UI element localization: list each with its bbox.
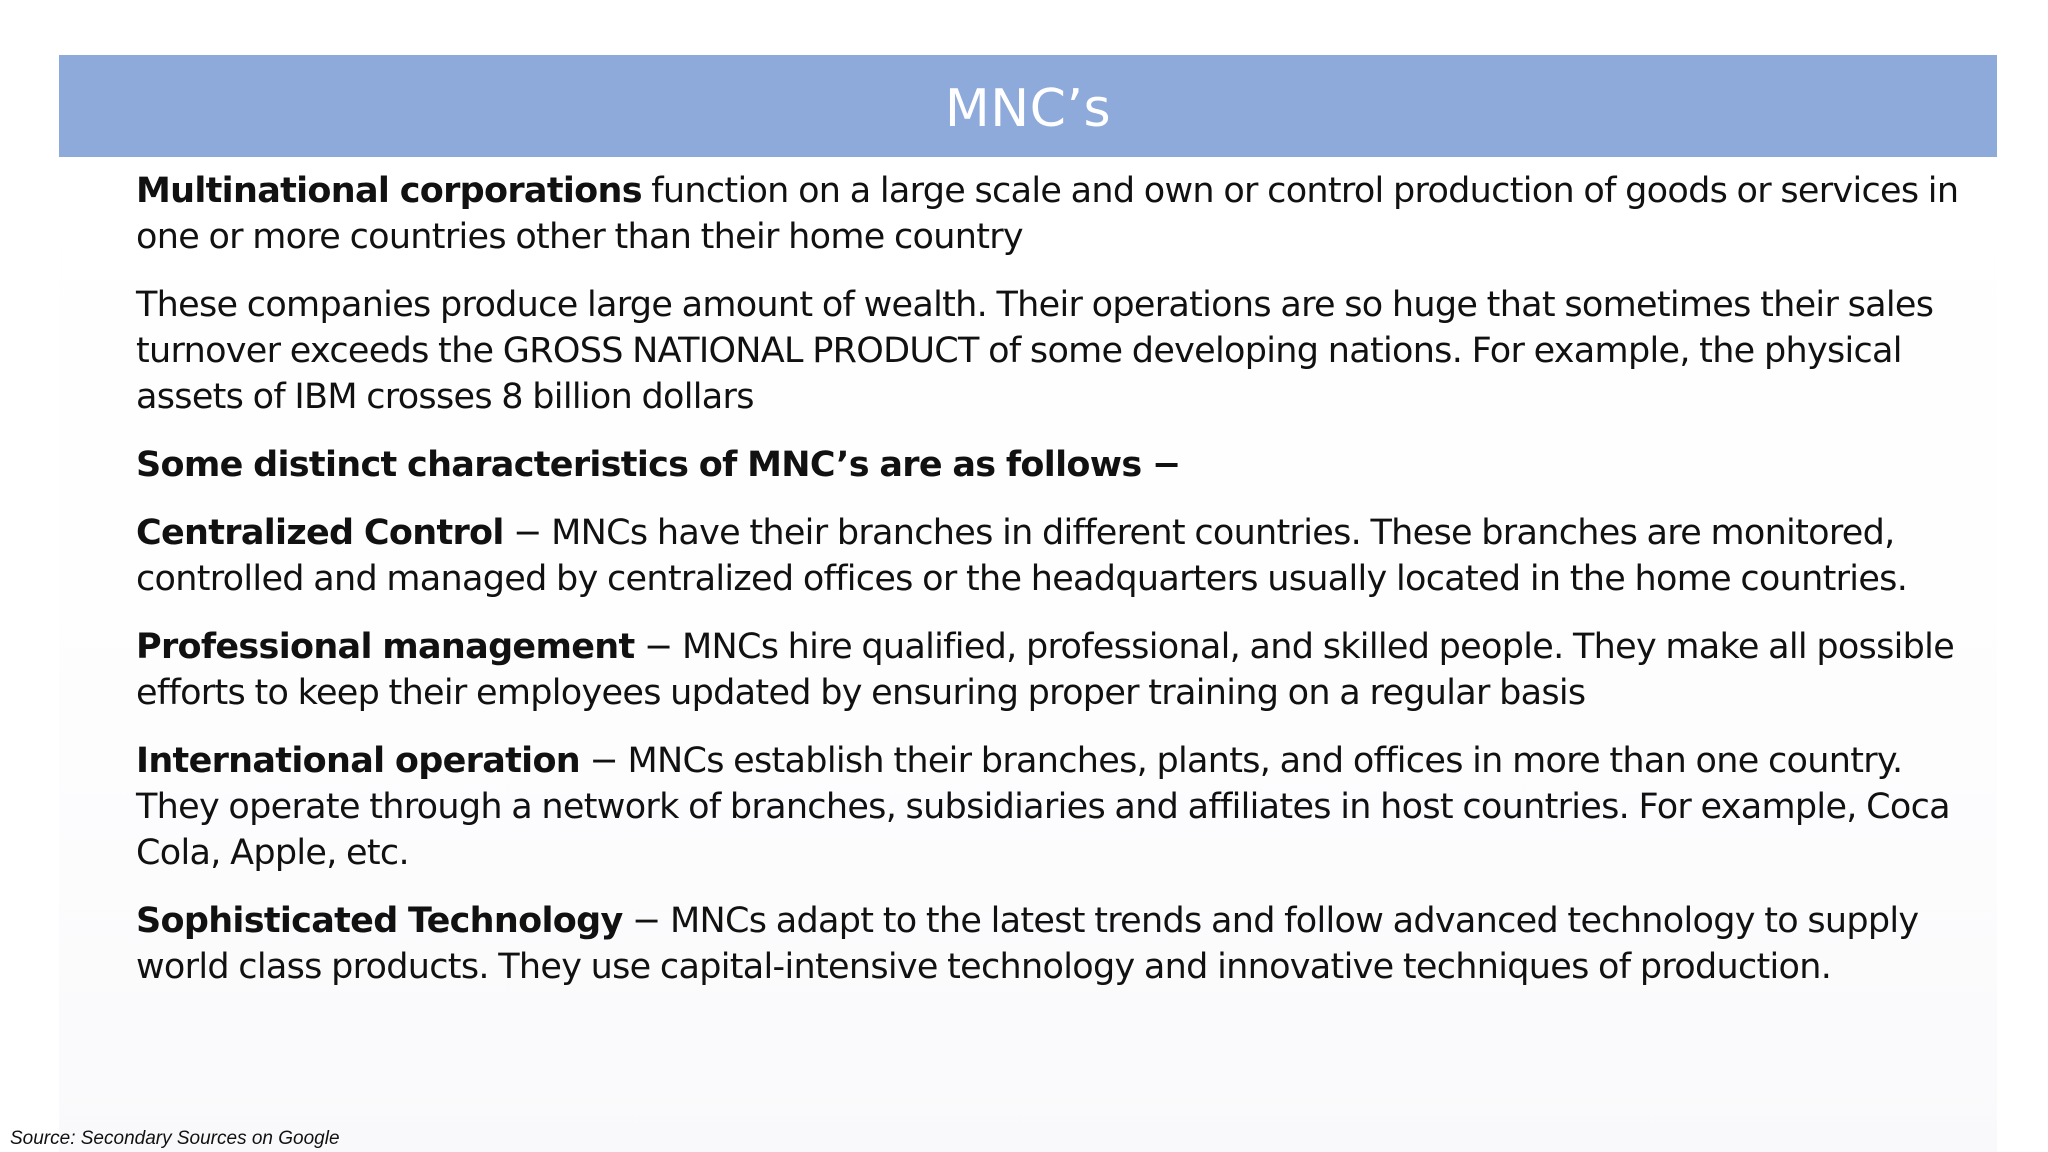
paragraph-text: function on a large scale and own or control production of goods or services in one or more countries other than their home country [136,171,1959,257]
paragraph-text: − MNCs hire qualified, professional, and skilled people. They make all possible efforts to keep their employees updated by ensuring proper training on a regular basis [136,627,1955,713]
paragraph-international-operation [136,738,1976,876]
paragraph-characteristics-intro [136,442,1976,488]
paragraph-text: These companies produce large amount of wealth. Their operations are so huge that sometimes their sales turnover exceeds the GROSS NATIONAL PRODUCT of some developing nations. For example, the physical assets of IBM crosses 8 billion dollars [136,285,1934,417]
title-bar [59,55,1997,157]
paragraph-wealth [136,282,1976,420]
paragraph-text: − MNCs establish their branches, plants, and offices in more than one country. They operate through a network of branches, subsidiaries and affiliates in host countries. For example, Coca Cola, Apple, etc. [136,741,1950,873]
paragraph-sophisticated-technology [136,898,1976,990]
paragraph-heading: Professional management [136,627,635,667]
source-note: Source: Secondary Sources on Google [10,1128,340,1149]
paragraph-text: − MNCs have their branches in different countries. These branches are monitored, controlled and managed by centralized offices or the headquarters usually located in the home countries. [136,513,1908,599]
paragraph-text: − MNCs adapt to the latest trends and follow advanced technology to supply world class products. They use capital-intensive technology and innovative techniques of production. [136,901,1919,987]
paragraph-professional-management [136,624,1976,716]
paragraph-mnc-definition [136,168,1976,260]
paragraph-heading: Centralized Control [136,513,504,553]
slide-title: MNC’s [944,79,1112,139]
body-text [136,168,1976,1012]
paragraph-heading: International operation [136,741,581,781]
paragraph-heading: Sophisticated Technology [136,901,623,941]
paragraph-heading: Some distinct characteristics of MNC’s are as follows − [136,445,1181,485]
paragraph-centralized-control [136,510,1976,602]
paragraph-heading: Multinational corporations [136,171,642,211]
